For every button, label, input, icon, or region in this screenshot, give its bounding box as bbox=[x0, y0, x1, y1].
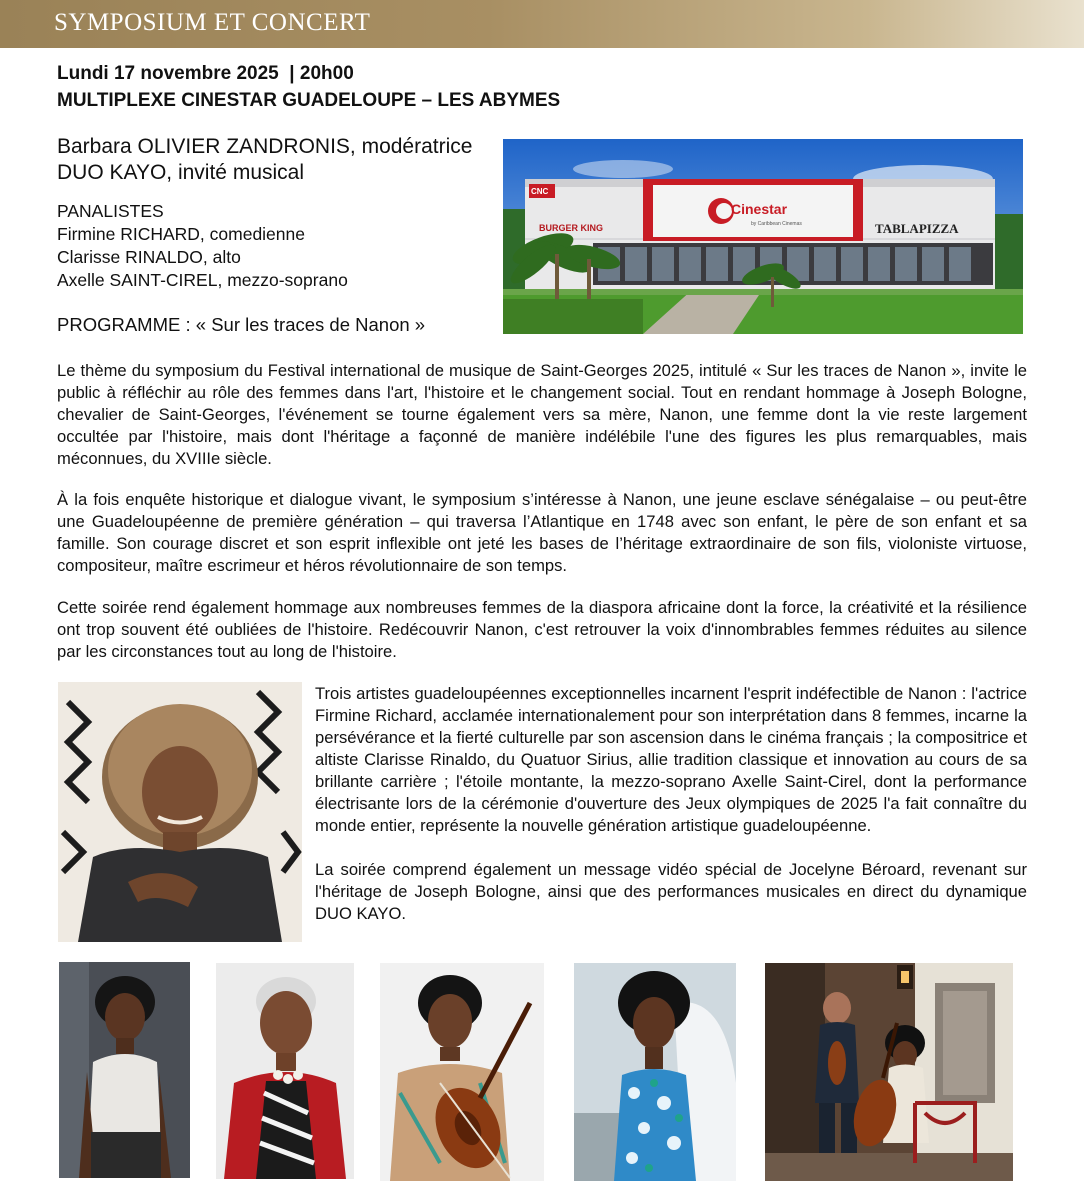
body-paragraph-2: À la fois enquête historique et dialogue vivant, le symposium s’intéresse à Nanon, une jeune esclave sénégalaise – ou peut-être une Guadeloupéenne de première génération – qui traversa l’Atlantique en 1748 avec son enfant, le père de son enfant et sa famille. Son courage discret et son esprit inflexible ont jeté les bases de l’héritage extraordinaire de son fils, violoniste virtuose, compositeur, maître escrimeur et héros révolutionnaire de son temps. bbox=[57, 490, 1027, 575]
body-paragraph-1: Le thème du symposium du Festival international de musique de Saint-Georges 2025, intitulé « Sur les traces de Nanon », invite le public à réfléchir au rôle des femmes dans l'art, l'histoire et le changement social. Tout en rendant hommage à Joseph Bologne, chevalier de Saint-Georges, l'événement se tourne également vers sa mère, Nanon, une femme dont la vie reste largement occultée par l'histoire, mais dont l'héritage a façonné de manière indélébile l'une des figures les plus remarquables, mais méconnues, du XVIIIe siècle. bbox=[57, 361, 1027, 468]
musical-guest-credit: DUO KAYO, invité musical bbox=[57, 161, 305, 184]
panelists-heading: PANALISTES bbox=[57, 201, 164, 221]
cinestar-venue-photo bbox=[503, 139, 1023, 334]
body-paragraph-3: Cette soirée rend également hommage aux nombreuses femmes de la diaspora africaine dont la force, la créativité et la résilience ont trop souvent été oubliées de l'histoire. Redécouvrir Nanon, c'est retrouver la voix d'innombrables femmes réduites au silence par les circonstances tout au long de l'histoire. bbox=[57, 598, 1027, 661]
moderator-credit: Barbara OLIVIER ZANDRONIS, modératrice bbox=[57, 135, 473, 158]
portrait-panelist-1 bbox=[59, 962, 190, 1178]
section-banner bbox=[0, 0, 1084, 48]
event-venue: MULTIPLEXE CINESTAR GUADELOUPE – LES ABYMES bbox=[57, 90, 561, 111]
venue-sign-cnc: CNC bbox=[531, 187, 549, 196]
portrait-firmine-richard bbox=[58, 682, 302, 942]
portrait-mezzo-soprano bbox=[574, 963, 736, 1181]
panelist-item: Firmine RICHARD, comedienne bbox=[57, 224, 305, 244]
portrait-violist bbox=[380, 963, 544, 1181]
section-title: SYMPOSIUM ET CONCERT bbox=[54, 9, 371, 36]
portrait-panelist-2 bbox=[216, 963, 354, 1179]
panelist-item: Clarisse RINALDO, alto bbox=[57, 247, 241, 267]
panelist-item: Axelle SAINT-CIREL, mezzo-soprano bbox=[57, 270, 348, 290]
side-paragraph-1: Trois artistes guadeloupéennes exceptionnelles incarnent l'esprit indéfectible de Nanon : l'actrice Firmine Richard, acclamée internationalement pour son interprétation dans 8 femmes, incarne la persévérance et la fierté culturelle par son ascension dans le cinéma français ; la compositrice et altiste Clarisse Rinaldo, du Quatuor Sirius, allie tradition classique et innovation au cours de sa brillante carrière ; l'étoile montante, la mezzo-soprano Axelle Saint-Cirel, dont la performance électrisante lors de la cérémonie d'ouverture des Jeux olympiques de 2025 l'a fait connaître du monde entier, représente la nouvelle génération artistique guadeloupéenne. bbox=[315, 684, 1027, 835]
artists-description bbox=[315, 683, 1027, 925]
event-date-time: Lundi 17 novembre 2025 | 20h00 bbox=[57, 63, 354, 84]
venue-sign-cinestar: Cinestar bbox=[731, 201, 788, 217]
venue-sign-caribbean: by Caribbean Cinemas bbox=[751, 221, 802, 227]
photo-duo-kayo bbox=[765, 963, 1013, 1181]
side-paragraph-2: La soirée comprend également un message vidéo spécial de Jocelyne Béroard, revenant sur l'héritage de Joseph Bologne, ainsi que des performances musicales en direct du dynamique DUO KAYO. bbox=[315, 860, 1027, 923]
programme-title: PROGRAMME : « Sur les traces de Nanon » bbox=[57, 314, 426, 335]
venue-sign-burger-king: BURGER KING bbox=[539, 223, 604, 233]
panelists-block bbox=[57, 200, 348, 292]
venue-sign-tablapizza: TABLAPIZZA bbox=[875, 221, 959, 236]
credits-block bbox=[57, 134, 472, 186]
